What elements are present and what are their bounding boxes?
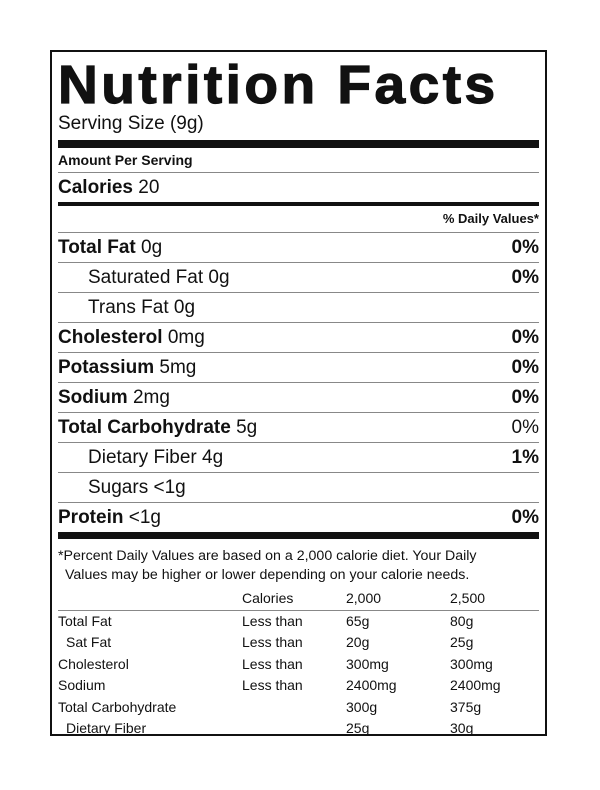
daily-values-table	[58, 588, 539, 740]
nutrient-amount: 4g	[202, 447, 224, 468]
table-cell: Cholesterol	[58, 655, 129, 672]
table-cell: Less than	[242, 677, 303, 693]
nutrient-label: Total Fat	[58, 237, 136, 258]
nutrient-percent: 0%	[511, 507, 539, 528]
nutrient-row-sugars	[58, 473, 539, 502]
table-cell: 300mg	[450, 655, 493, 672]
nutrient-percent: 0%	[511, 237, 539, 258]
table-cell: Total Fat	[58, 612, 112, 629]
nutrition-facts-label	[50, 50, 547, 736]
nutrient-amount: 5mg	[159, 357, 197, 378]
calories-label: Calories	[58, 177, 133, 198]
table-cell: Calories	[242, 588, 346, 610]
nutrient-amount: <1g	[153, 477, 186, 498]
divider-thick	[58, 140, 539, 148]
table-cell: Less than	[242, 634, 303, 650]
calories-value: 20	[138, 177, 160, 198]
nutrient-row-saturated-fat	[58, 263, 539, 292]
nutrient-label: Potassium	[58, 357, 155, 378]
nutrient-row-trans-fat	[58, 293, 539, 322]
nutrient-row-cholesterol	[58, 323, 539, 352]
table-row	[58, 610, 539, 632]
table-header-row	[58, 588, 539, 610]
table-cell: 2,500	[450, 588, 539, 610]
footnote	[58, 547, 539, 585]
nutrient-label: Sugars	[88, 477, 149, 498]
nutrient-row-total-carbohydrate	[58, 413, 539, 442]
table-cell: 80g	[450, 612, 474, 629]
nutrient-row-dietary-fiber	[58, 443, 539, 472]
label-title: Nutrition Facts	[58, 55, 499, 115]
nutrient-label: Protein	[58, 507, 124, 528]
table-cell: 375g	[450, 698, 482, 715]
table-cell	[242, 718, 346, 740]
table-cell: Sodium	[58, 677, 106, 693]
table-row	[58, 632, 539, 654]
table-cell: Less than	[242, 612, 303, 629]
table-cell: 65g	[346, 612, 370, 629]
table-row	[58, 675, 539, 697]
nutrient-amount: <1g	[128, 507, 161, 528]
nutrient-amount: 5g	[236, 417, 258, 438]
nutrient-row-protein	[58, 503, 539, 532]
nutrient-row-potassium	[58, 353, 539, 382]
nutrient-label: Saturated Fat	[88, 267, 204, 288]
table-cell: Sat Fat	[66, 634, 112, 650]
nutrient-percent: 1%	[511, 447, 539, 468]
nutrient-amount: 0mg	[167, 327, 205, 348]
table-cell: 25g	[450, 634, 474, 650]
table-row	[58, 697, 539, 719]
table-cell: 25g	[346, 720, 370, 736]
table-cell: Less than	[242, 655, 303, 672]
table-cell	[242, 697, 346, 719]
nutrient-percent: 0%	[511, 357, 539, 378]
nutrient-label: Sodium	[58, 387, 128, 408]
table-row	[58, 654, 539, 676]
table-cell: 300mg	[346, 655, 389, 672]
nutrient-percent: 0%	[511, 387, 539, 408]
table-cell: 30g	[450, 720, 474, 736]
nutrient-amount: 0g	[208, 267, 230, 288]
nutrient-percent: 0%	[511, 267, 539, 288]
nutrient-label: Trans Fat	[88, 297, 169, 318]
nutrient-label: Total Carbohydrate	[58, 417, 231, 438]
nutrient-label: Dietary Fiber	[88, 447, 197, 468]
table-cell: 2,000	[346, 588, 450, 610]
nutrient-label: Cholesterol	[58, 327, 163, 348]
table-cell: 2400mg	[346, 677, 397, 693]
table-cell: 300g	[346, 698, 378, 715]
table-cell: 20g	[346, 634, 370, 650]
nutrient-percent: 0%	[511, 417, 539, 438]
footnote-line-1: *Percent Daily Values are based on a 2,000 calorie diet. Your Daily	[58, 548, 477, 564]
daily-values-header: % Daily Values*	[442, 211, 539, 226]
nutrient-amount: 2mg	[132, 387, 170, 408]
amount-per-serving: Amount Per Serving	[58, 152, 193, 168]
table-cell: 2400mg	[450, 677, 501, 693]
divider-heavy	[58, 532, 539, 539]
nutrient-percent: 0%	[511, 327, 539, 348]
table-cell: Dietary Fiber	[66, 720, 147, 736]
nutrient-amount: 0g	[173, 297, 196, 318]
table-cell: Total Carbohydrate	[58, 698, 177, 715]
serving-size: Serving Size (9g)	[58, 113, 204, 134]
nutrient-row-total-fat	[58, 233, 539, 262]
nutrient-amount: 0g	[141, 237, 163, 258]
table-cell	[58, 588, 242, 610]
footnote-line-2: Values may be higher or lower depending on your calorie needs.	[65, 567, 470, 583]
table-row	[58, 718, 539, 740]
calories-row	[58, 173, 539, 202]
nutrient-row-sodium	[58, 383, 539, 412]
